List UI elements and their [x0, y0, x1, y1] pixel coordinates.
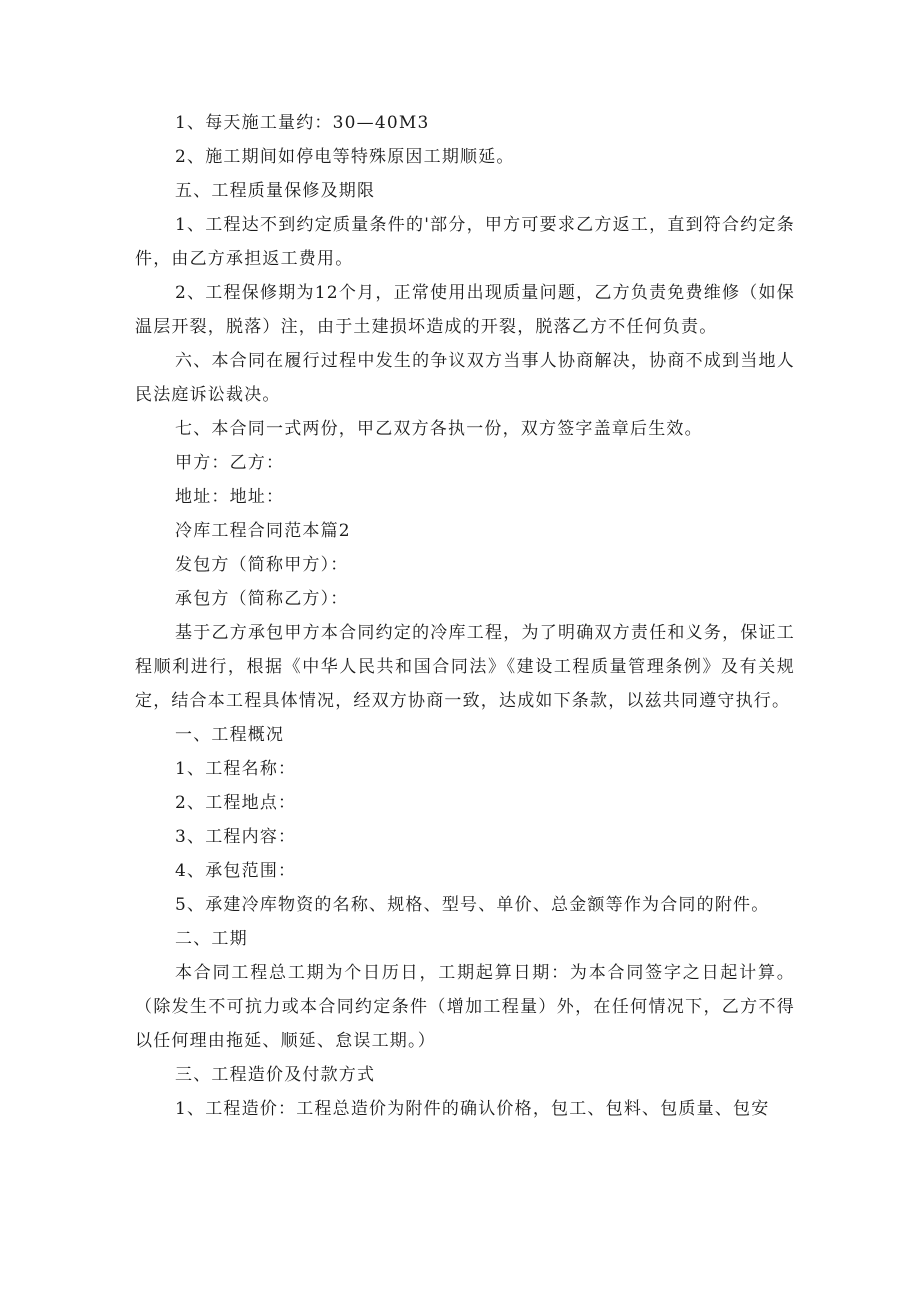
field-contract-scope: 4、承包范围： [175, 861, 297, 881]
paragraph-delay-clause: 2、施工期间如停电等特殊原因工期顺延。 [175, 147, 515, 167]
paragraph-price: 1、工程造价：工程总造价为附件的确认价格，包工、包料、包质量、包安 [175, 1099, 770, 1119]
paragraph-dispute: 六、本合同在履行过程中发生的争议双方当事人协商解决，协商不成到当地人民法庭诉讼裁决。 [135, 351, 795, 405]
party-b-label: 承包方（简称乙方）： [175, 589, 349, 609]
paragraph-copies: 七、本合同一式两份，甲乙双方各执一份，双方签字盖章后生效。 [175, 419, 703, 439]
section-heading-warranty: 五、工程质量保修及期限 [175, 181, 376, 201]
paragraph-schedule: 本合同工程总工期为个日历日，工期起算日期：为本合同签字之日起计算。（除发生不可抗力或本合同约定条件（增加工程量）外，在任何情况下，乙方不得以任何理由拖延、顺延、怠误工期。） [135, 963, 795, 1051]
signature-address: 地址：地址： [175, 487, 285, 507]
section-heading-price: 三、工程造价及付款方式 [175, 1065, 376, 1085]
section-heading-overview: 一、工程概况 [175, 725, 285, 745]
paragraph-warranty-period: 2、工程保修期为12个月，正常使用出现质量问题，乙方负责免费维修（如保温层开裂，脱落）注，由于土建损坏造成的开裂，脱落乙方不任何负责。 [135, 283, 795, 337]
party-a-label: 发包方（简称甲方）： [175, 555, 349, 575]
section-heading-schedule: 二、工期 [175, 929, 248, 949]
paragraph-materials-annex: 5、承建冷库物资的名称、规格、型号、单价、总金额等作为合同的附件。 [175, 895, 770, 915]
signature-parties: 甲方：乙方： [175, 453, 285, 473]
field-project-content: 3、工程内容： [175, 827, 297, 847]
document-body [135, 106, 795, 1126]
paragraph-daily-volume: 1、每天施工量约：30—40M3 [175, 113, 430, 133]
document-subtitle: 冷库工程合同范本篇2 [175, 521, 351, 541]
field-project-name: 1、工程名称： [175, 759, 297, 779]
paragraph-preamble: 基于乙方承包甲方本合同约定的冷库工程，为了明确双方责任和义务，保证工程顺利进行，根据《中华人民共和国合同法》《建设工程质量管理条例》及有关规定，结合本工程具体情况，经双方协商一致，达成如下条款，以兹共同遵守执行。 [135, 623, 795, 711]
field-project-location: 2、工程地点： [175, 793, 297, 813]
paragraph-rework: 1、工程达不到约定质量条件的'部分，甲方可要求乙方返工，直到符合约定条件，由乙方承担返工费用。 [135, 215, 795, 269]
